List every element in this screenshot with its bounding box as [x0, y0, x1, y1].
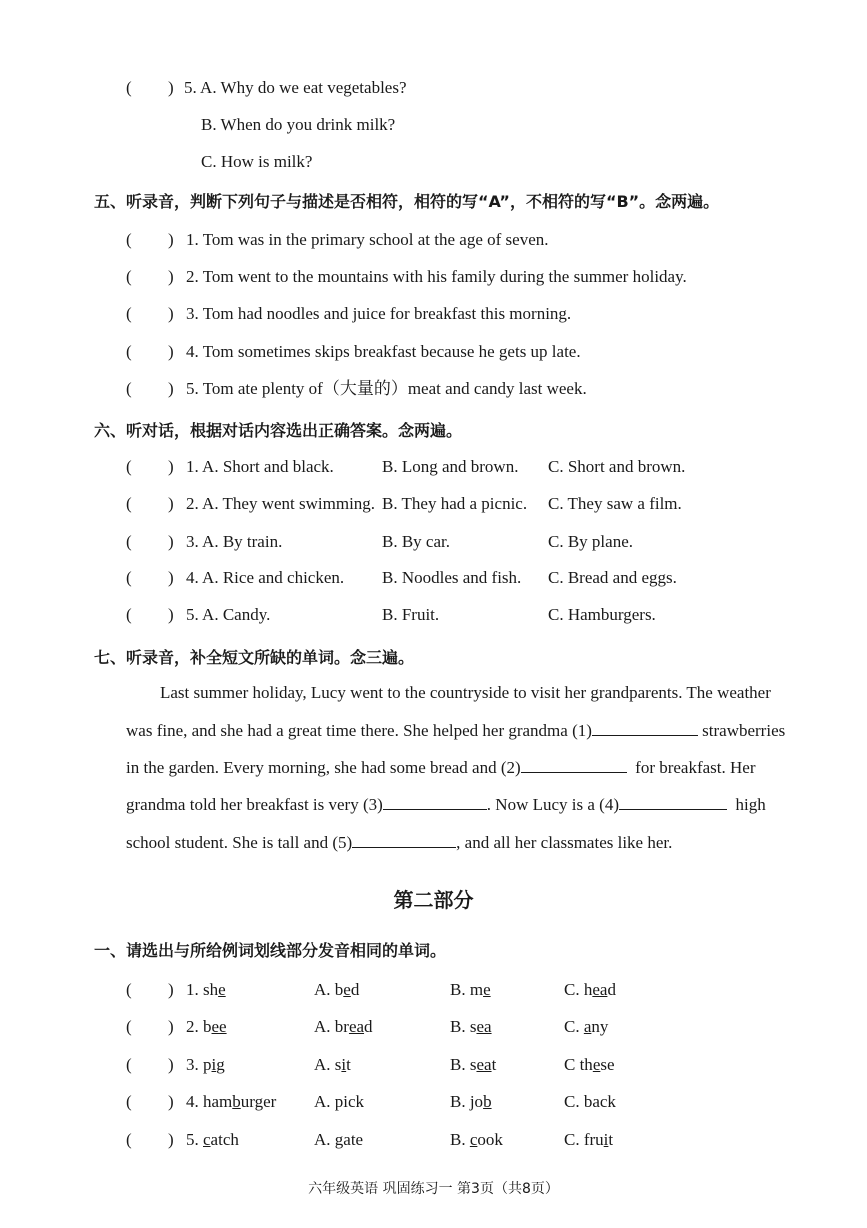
part2-title: 第二部分	[393, 888, 474, 912]
answer-paren-open: (	[126, 267, 132, 286]
option-a: A. pick	[314, 1092, 365, 1111]
option-b: B. me	[450, 980, 491, 999]
section5-item-text: 5. Tom ate plenty of（大量的）meat and candy last week.	[186, 379, 587, 398]
s4-q5-option-c: C. How is milk?	[201, 152, 313, 171]
answer-paren-close: )	[168, 379, 174, 398]
option-a: 4. A. Rice and chicken.	[186, 568, 345, 587]
option-a: A. sit	[314, 1055, 351, 1074]
answer-paren-open: (	[126, 1055, 132, 1074]
example-word: 4. hamburger	[186, 1092, 277, 1111]
answer-paren-close: )	[168, 568, 174, 587]
answer-paren-close: )	[168, 1055, 174, 1074]
passage-line-5: school student. She is tall and (5) , and all her classmates like her.	[126, 833, 673, 852]
fill-blank-5[interactable]	[352, 833, 456, 848]
option-a: 1. A. Short and black.	[186, 457, 334, 476]
option-a: A. bed	[314, 980, 360, 999]
answer-paren-close: )	[168, 1130, 174, 1149]
fill-blank-3[interactable]	[383, 795, 487, 810]
answer-paren-open: (	[126, 342, 132, 361]
option-c: C. any	[564, 1017, 609, 1036]
answer-paren-open: (	[126, 304, 132, 323]
fill-blank-1[interactable]	[592, 721, 698, 736]
section5-item-text: 2. Tom went to the mountains with his family during the summer holiday.	[186, 267, 687, 286]
option-a: 2. A. They went swimming.	[186, 494, 376, 513]
answer-paren-close: )	[168, 494, 174, 513]
answer-paren-open: (	[126, 379, 132, 398]
option-b: B. sea	[450, 1017, 492, 1036]
section6-heading: 六、听对话，根据对话内容选出正确答案。念两遍。	[94, 421, 463, 440]
section5-item-text: 1. Tom was in the primary school at the age of seven.	[186, 230, 549, 249]
option-b: B. job	[450, 1092, 492, 1111]
answer-paren-open: (	[126, 457, 132, 476]
answer-paren-open: (	[126, 605, 132, 624]
answer-paren-close: )	[168, 78, 174, 97]
answer-paren-open: (	[126, 980, 132, 999]
example-word: 1. she	[186, 980, 226, 999]
option-a: A. bread	[314, 1017, 373, 1036]
option-b: B. Long and brown.	[382, 457, 519, 476]
option-b: B. Fruit.	[382, 605, 440, 624]
answer-paren-open: (	[126, 230, 132, 249]
section5-item-text: 4. Tom sometimes skips breakfast because he gets up late.	[186, 342, 581, 361]
option-b: B. cook	[450, 1130, 503, 1149]
option-c: C. They saw a film.	[548, 494, 682, 513]
answer-paren-open: (	[126, 78, 132, 97]
answer-paren-close: )	[168, 304, 174, 323]
answer-paren-open: (	[126, 1092, 132, 1111]
option-a: 5. A. Candy.	[186, 605, 271, 624]
passage-line-2: was fine, and she had a great time there. She helped her grandma (1) strawberries	[126, 721, 786, 740]
answer-paren-close: )	[168, 267, 174, 286]
answer-paren-close: )	[168, 1092, 174, 1111]
answer-paren-open: (	[126, 494, 132, 513]
option-b: B. By car.	[382, 532, 450, 551]
option-b: B. Noodles and fish.	[382, 568, 522, 587]
answer-paren-close: )	[168, 980, 174, 999]
option-c: C these	[564, 1055, 615, 1074]
answer-paren-close: )	[168, 342, 174, 361]
fill-blank-2[interactable]	[521, 758, 627, 773]
s4-q5-option-b: B. When do you drink milk?	[201, 115, 396, 134]
answer-paren-close: )	[168, 457, 174, 476]
example-word: 3. pig	[186, 1055, 225, 1074]
passage-line-4: grandma told her breakfast is very (3) . Now Lucy is a (4) high	[126, 795, 766, 814]
answer-paren-close: )	[168, 532, 174, 551]
page-footer: 六年级英语 巩固练习一 第3页（共8页）	[308, 1181, 559, 1197]
option-c: C. Short and brown.	[548, 457, 686, 476]
answer-paren-open: (	[126, 1017, 132, 1036]
passage-line-3: in the garden. Every morning, she had some bread and (2) for breakfast. Her	[126, 758, 756, 777]
answer-paren-close: )	[168, 230, 174, 249]
option-b: B. seat	[450, 1055, 497, 1074]
option-c: C. fruit	[564, 1130, 614, 1149]
section7-heading: 七、听录音，补全短文所缺的单词。念三遍。	[94, 648, 415, 667]
option-c: C. By plane.	[548, 532, 633, 551]
part2-q1-heading: 一、请选出与所给例词划线部分发音相同的单词。	[94, 941, 447, 960]
section5-item-text: 3. Tom had noodles and juice for breakfast this morning.	[186, 304, 572, 323]
answer-paren-open: (	[126, 568, 132, 587]
option-b: B. They had a picnic.	[382, 494, 528, 513]
answer-paren-close: )	[168, 1017, 174, 1036]
option-c: C. back	[564, 1092, 616, 1111]
option-a: 3. A. By train.	[186, 532, 283, 551]
answer-paren-open: (	[126, 1130, 132, 1149]
option-c: C. head	[564, 980, 616, 999]
option-c: C. Bread and eggs.	[548, 568, 677, 587]
section5-heading: 五、听录音，判断下列句子与描述是否相符，相符的写“A”，不相符的写“B”。念两遍。	[94, 192, 720, 211]
answer-paren-open: (	[126, 532, 132, 551]
answer-paren-close: )	[168, 605, 174, 624]
example-word: 2. bee	[186, 1017, 227, 1036]
passage-line-1: Last summer holiday, Lucy went to the countryside to visit her grandparents. The weather	[160, 683, 771, 702]
example-word: 5. catch	[186, 1130, 239, 1149]
fill-blank-4[interactable]	[619, 795, 727, 810]
option-a: A. gate	[314, 1130, 364, 1149]
s4-q5-option-a: 5. A. Why do we eat vegetables?	[184, 78, 407, 97]
option-c: C. Hamburgers.	[548, 605, 656, 624]
